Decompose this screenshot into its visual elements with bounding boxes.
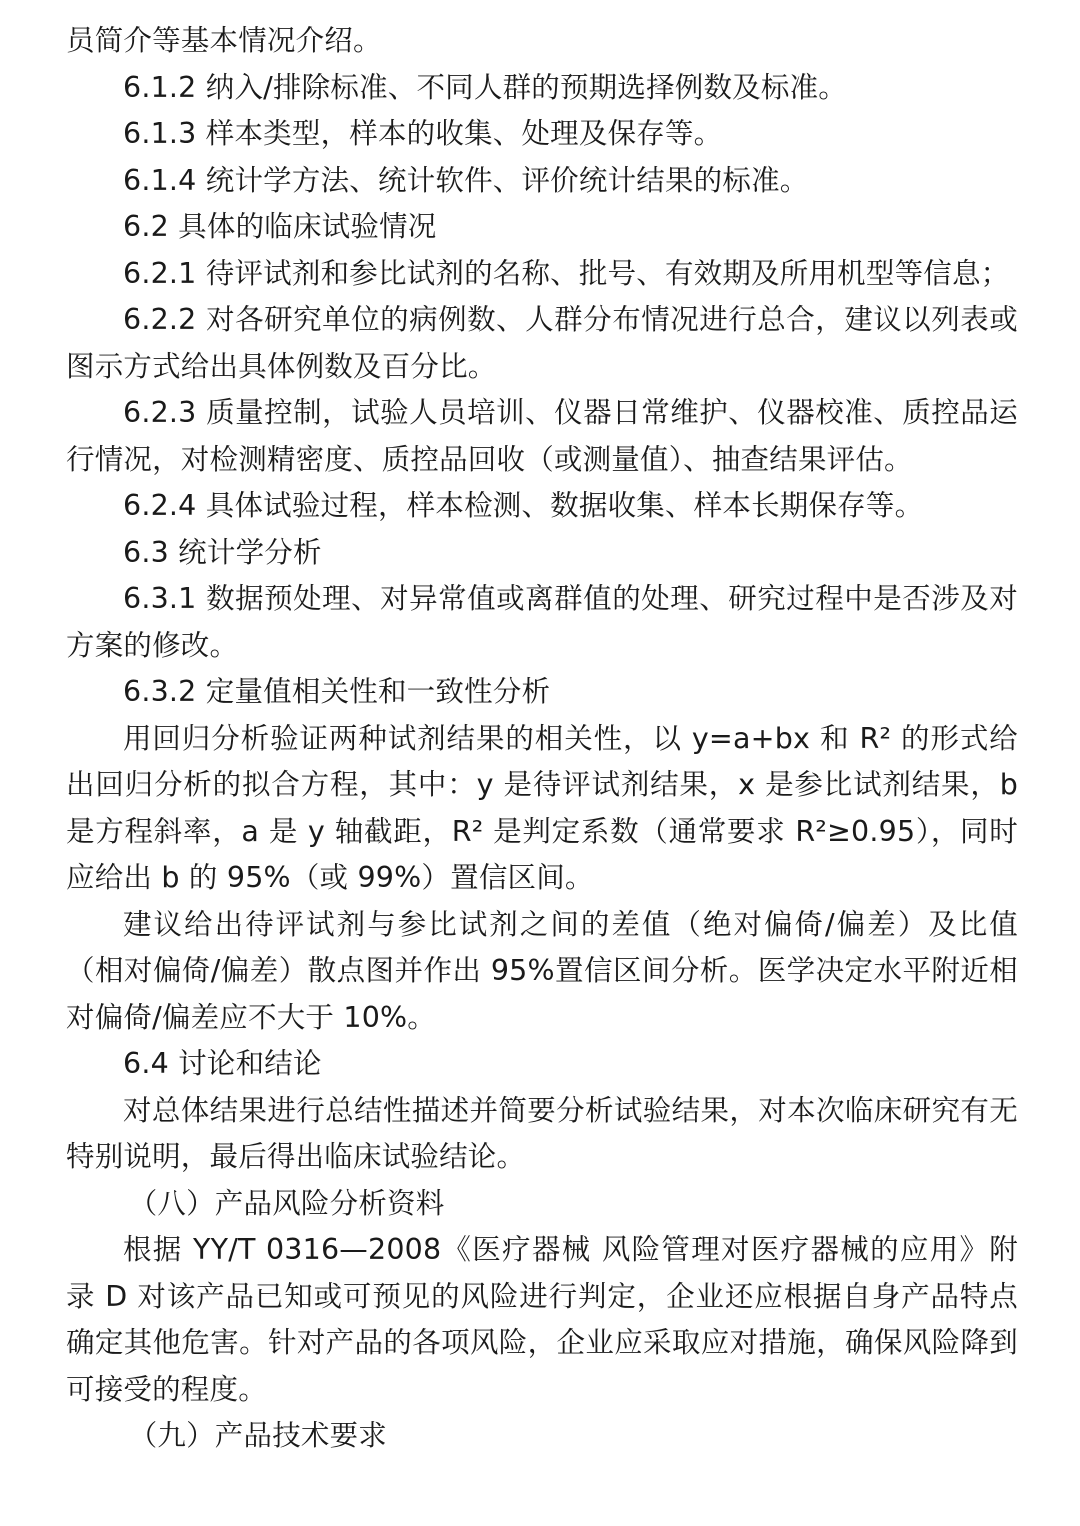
section-heading-8: （八）产品风险分析资料	[128, 1186, 445, 1220]
bias-paragraph: 建议给出待评试剂与参比试剂之间的差值（绝对偏倚/偏差）及比值（相对偏倚/偏差）散点图并作出 95%置信区间分析。医学决定水平附近相对偏倚/偏差应不大于 10%。	[66, 907, 1018, 1034]
heading-6-3-2: 6.3.2 定量值相关性和一致性分析	[123, 675, 551, 708]
heading-6-3: 6.3 统计学分析	[123, 535, 322, 569]
item-6-3-1: 6.3.1 数据预处理、对异常值或离群值的处理、研究过程中是否涉及对方案的修改。	[66, 582, 1018, 662]
item-6-2-4: 6.2.4 具体试验过程，样本检测、数据收集、样本长期保存等。	[123, 489, 924, 522]
item-6-2-3: 6.2.3 质量控制，试验人员培训、仪器日常维护、仪器校准、质控品运行情况，对检测精密度、质控品回收（或测量值）、抽查结果评估。	[66, 396, 1018, 476]
item-6-1-4: 6.1.4 统计学方法、统计软件、评价统计结果的标准。	[123, 163, 809, 197]
document-body	[66, 18, 1018, 1460]
risk-analysis-paragraph: 根据 YY/T 0316—2008《医疗器械 风险管理对医疗器械的应用》附录 D 对该产品已知或可预见的风险进行判定，企业还应根据自身产品特点确定其他危害。针对产品的各项风险，企业应采取应对措施，确保风险降到可接受的程度。	[66, 1233, 1018, 1406]
heading-6-2: 6.2 具体的临床试验情况	[123, 210, 437, 243]
item-6-1-2: 6.1.2 纳入/排除标准、不同人群的预期选择例数及标准。	[123, 70, 847, 104]
conclusion-paragraph: 对总体结果进行总结性描述并简要分析试验结果，对本次临床研究有无特别说明，最后得出临床试验结论。	[66, 1093, 1018, 1173]
heading-6-4: 6.4 讨论和结论	[123, 1047, 322, 1080]
item-6-2-2: 6.2.2 对各研究单位的病例数、人群分布情况进行总合，建议以列表或图示方式给出具体例数及百分比。	[66, 303, 1018, 383]
regression-paragraph: 用回归分析验证两种试剂结果的相关性，以 y=a+bx 和 R² 的形式给出回归分析的拟合方程，其中：y 是待评试剂结果，x 是参比试剂结果，b 是方程斜率，a 是 y 轴截距，R² 是判定系数（通常要求 R²≥0.95），同时应给出 b 的 95%（或 99%）置信区间。	[66, 721, 1018, 894]
section-heading-9: （九）产品技术要求	[128, 1419, 387, 1452]
paragraph-continued: 员简介等基本情况介绍。	[66, 24, 382, 57]
item-6-1-3: 6.1.3 样本类型，样本的收集、处理及保存等。	[123, 117, 723, 150]
item-6-2-1: 6.2.1 待评试剂和参比试剂的名称、批号、有效期及所用机型等信息；	[123, 256, 1010, 290]
